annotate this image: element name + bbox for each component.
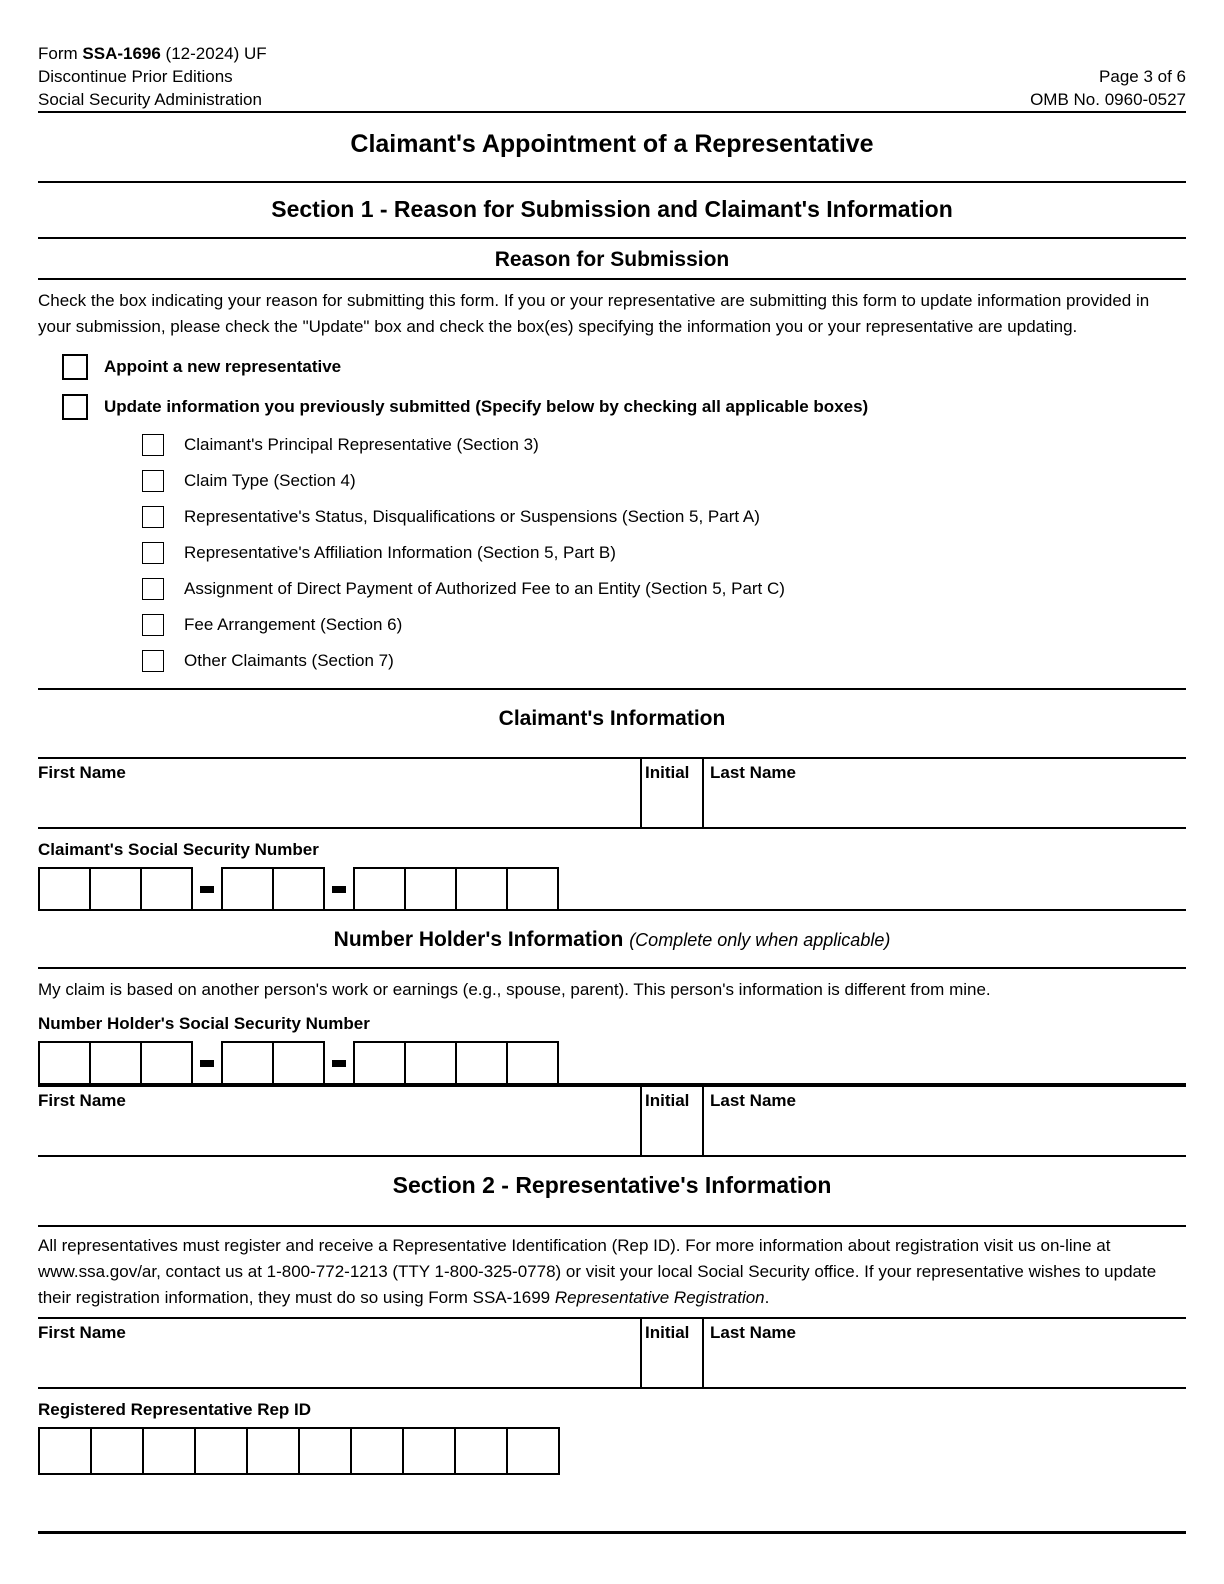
ssn-digit-box[interactable] (221, 1041, 274, 1085)
reason-instructions: Check the box indicating your reason for submitting this form. If you or your representative are submitting this form to update information provided in your submission, please check the "Update" box and check the box(es) specifying the information you or your representative are updating. (38, 291, 1150, 336)
option-label: Update information you previously submitted (Specify below by checking all applicable boxes) (104, 397, 869, 416)
page-bottom-divider (38, 1531, 1186, 1534)
agency-line: Social Security Administration (38, 90, 262, 109)
number-holder-ssn-section (38, 1013, 1186, 1085)
option-assignment-direct-payment[interactable] (142, 578, 1186, 600)
form-identification (38, 42, 267, 111)
rep-id-char-box[interactable] (194, 1427, 248, 1475)
update-options-list (142, 434, 1186, 672)
rep-id-char-box[interactable] (246, 1427, 300, 1475)
option-rep-affiliation[interactable] (142, 542, 1186, 564)
number-holder-first-name-field[interactable] (38, 1087, 640, 1155)
page-number: Page 3 of 6 (1099, 67, 1186, 86)
ssn-digit-box[interactable] (455, 867, 508, 911)
option-fee-arrangement[interactable] (142, 614, 1186, 636)
number-holder-description: My claim is based on another person's work or earnings (e.g., spouse, parent). This person's information is different from mine. (38, 980, 991, 999)
ssn-group-number (221, 867, 325, 911)
checkbox-update-information[interactable] (62, 394, 88, 420)
checkbox-rep-status[interactable] (142, 506, 164, 528)
representative-name-table (38, 1317, 1186, 1389)
rep-id-char-box[interactable] (38, 1427, 92, 1475)
ssn-digit-box[interactable] (89, 867, 142, 911)
reason-heading: Reason for Submission (494, 248, 730, 271)
option-label: Fee Arrangement (Section 6) (184, 615, 403, 634)
section2-heading: Section 2 - Representative's Information (392, 1172, 832, 1198)
reason-options (38, 354, 1186, 672)
claimant-name-table (38, 757, 1186, 829)
rep-id-char-box[interactable] (90, 1427, 144, 1475)
claimant-last-name-field[interactable] (704, 759, 1186, 827)
number-holder-divider (38, 967, 1186, 969)
option-label: Representative's Status, Disqualifications or Suspensions (Section 5, Part A) (184, 507, 760, 526)
section1-heading: Section 1 - Reason for Submission and Claimant's Information (271, 196, 953, 222)
ssn-area-group (38, 1041, 193, 1085)
first-name-label: First Name (38, 1323, 126, 1342)
number-holder-name-table (38, 1085, 1186, 1157)
ssn-digit-box[interactable] (221, 867, 274, 911)
number-holder-ssn-input[interactable] (38, 1041, 1186, 1085)
ssn-digit-box[interactable] (272, 1041, 325, 1085)
first-name-label: First Name (38, 763, 126, 782)
section2-divider (38, 1225, 1186, 1227)
rep-id-boxes (38, 1427, 560, 1475)
option-principal-representative[interactable] (142, 434, 1186, 456)
claimant-ssn-input[interactable] (38, 867, 1186, 911)
representative-last-name-field[interactable] (704, 1319, 1186, 1387)
claimant-first-name-field[interactable] (38, 759, 640, 827)
last-name-label: Last Name (710, 1091, 796, 1110)
initial-label: Initial (645, 763, 690, 782)
option-claim-type[interactable] (142, 470, 1186, 492)
option-label: Appoint a new representative (104, 357, 342, 376)
initial-label: Initial (645, 1091, 690, 1110)
number-holder-heading-text: Number Holder's Information (333, 928, 624, 951)
checkbox-principal-representative[interactable] (142, 434, 164, 456)
ssn-hyphen (200, 886, 214, 893)
last-name-label: Last Name (710, 1323, 796, 1342)
rep-id-char-box[interactable] (350, 1427, 404, 1475)
ssn-digit-box[interactable] (38, 867, 91, 911)
ssn-hyphen (200, 1060, 214, 1067)
omb-number: OMB No. 0960-0527 (1030, 90, 1186, 109)
ssn-digit-box[interactable] (38, 1041, 91, 1085)
rep-id-label: Registered Representative Rep ID (38, 1400, 312, 1419)
ssn-digit-box[interactable] (140, 1041, 193, 1085)
number-holder-last-name-field[interactable] (704, 1087, 1186, 1155)
checkbox-assignment-direct-payment[interactable] (142, 578, 164, 600)
ssn-digit-box[interactable] (506, 867, 559, 911)
ssn-digit-box[interactable] (455, 1041, 508, 1085)
representative-first-name-field[interactable] (38, 1319, 640, 1387)
reason-end-divider (38, 688, 1186, 690)
checkbox-claim-type[interactable] (142, 470, 164, 492)
rep-id-char-box[interactable] (402, 1427, 456, 1475)
rep-id-input[interactable] (38, 1427, 1186, 1475)
page-meta (1030, 65, 1186, 111)
option-label: Claimant's Principal Representative (Section 3) (184, 435, 539, 454)
number-holder-note: (Complete only when applicable) (629, 930, 891, 950)
number-holder-ssn-label: Number Holder's Social Security Number (38, 1014, 370, 1033)
checkbox-appoint-new-representative[interactable] (62, 354, 88, 380)
option-label: Assignment of Direct Payment of Authorized Fee to an Entity (Section 5, Part C) (184, 579, 785, 598)
ssn-area-group (38, 867, 193, 911)
ssn-group-number (221, 1041, 325, 1085)
ssn-digit-box[interactable] (404, 867, 457, 911)
page-header (38, 42, 1186, 111)
ssn-digit-box[interactable] (140, 867, 193, 911)
first-name-label: First Name (38, 1091, 126, 1110)
ssn-serial-group (353, 867, 559, 911)
option-label: Other Claimants (Section 7) (184, 651, 394, 670)
last-name-label: Last Name (710, 763, 796, 782)
section1-divider (38, 237, 1186, 239)
ssn-hyphen (332, 886, 346, 893)
title-divider (38, 181, 1186, 183)
claimant-ssn-label: Claimant's Social Security Number (38, 840, 319, 859)
form-title: Claimant's Appointment of a Representative (350, 130, 874, 158)
section2-intro: All representatives must register and receive a Representative Identification (Rep ID). For more information about registration visit us on-line at www.ssa.gov/ar, contact us at 1-800-772-1213 (TTY 1-800-325-0778) or visit your local Social Security office. If your representative wishes to update their registration information, they must do so using Form SSA-1699 Representative Registration. (38, 1236, 1157, 1307)
claimant-initial-field[interactable] (640, 759, 704, 827)
option-label: Representative's Affiliation Information (Section 5, Part B) (184, 543, 616, 562)
ssn-serial-group (353, 1041, 559, 1085)
claimant-ssn-section (38, 839, 1186, 911)
checkbox-other-claimants[interactable] (142, 650, 164, 672)
option-appoint-new-representative[interactable] (62, 354, 1186, 380)
rep-id-char-box[interactable] (506, 1427, 560, 1475)
ssn-digit-box[interactable] (353, 867, 406, 911)
reason-divider (38, 278, 1186, 280)
discontinue-line: Discontinue Prior Editions (38, 67, 233, 86)
option-update-information[interactable] (62, 394, 1186, 420)
ssn-digit-box[interactable] (89, 1041, 142, 1085)
form-number-line: Form SSA-1696 (12-2024) UF (38, 44, 267, 63)
option-label: Claim Type (Section 4) (184, 471, 356, 490)
rep-id-char-box[interactable] (142, 1427, 196, 1475)
checkbox-fee-arrangement[interactable] (142, 614, 164, 636)
header-divider (38, 111, 1186, 113)
rep-id-char-box[interactable] (454, 1427, 508, 1475)
checkbox-rep-affiliation[interactable] (142, 542, 164, 564)
ssn-digit-box[interactable] (404, 1041, 457, 1085)
rep-id-char-box[interactable] (298, 1427, 352, 1475)
ssn-digit-box[interactable] (506, 1041, 559, 1085)
form-1699-reference: Representative Registration (554, 1288, 765, 1307)
initial-label: Initial (645, 1323, 690, 1342)
option-other-claimants[interactable] (142, 650, 1186, 672)
ssn-digit-box[interactable] (353, 1041, 406, 1085)
claimant-info-heading: Claimant's Information (498, 707, 726, 730)
option-rep-status[interactable] (142, 506, 1186, 528)
number-holder-initial-field[interactable] (640, 1087, 704, 1155)
ssn-digit-box[interactable] (272, 867, 325, 911)
representative-initial-field[interactable] (640, 1319, 704, 1387)
ssn-hyphen (332, 1060, 346, 1067)
number-holder-heading (38, 927, 1186, 953)
